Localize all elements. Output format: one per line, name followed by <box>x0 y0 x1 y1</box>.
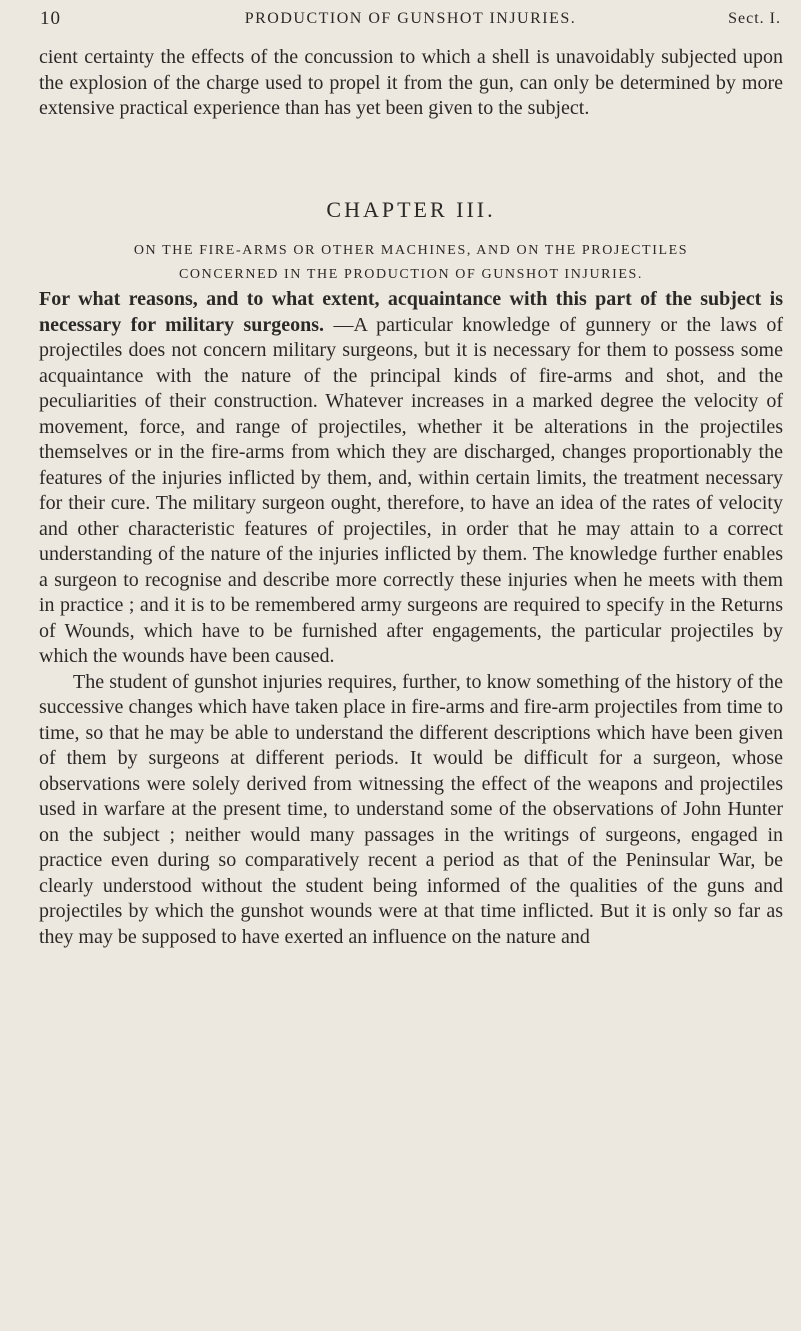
chapter-heading: CHAPTER III. <box>326 197 496 222</box>
paragraph-1 <box>39 287 783 670</box>
continuation-paragraph: cient certainty the effects of the concussion to which a shell is unavoidably subjected upon the explosion of the charge used to propel it from the gun, can only be determined by more extensive practical experience than has yet been given to the subject. <box>39 46 783 119</box>
paragraph-2: The student of gunshot injuries requires, further, to know something of the history of the successive changes which have taken place in fire-arms and fire-arm projectiles from time to time, so that he may be able to understand the different descriptions which have been given of them by surgeons at different periods. It would be difficult for a surgeon, whose observations were solely derived from witnessing the effect of the weapons and projectiles used in warfare at the present time, to understand some of the observations of John Hunter on the subject ; neither would many passages in the writings of surgeons, engaged in practice even during so comparatively recent a period as that of the Peninsular War, be clearly understood without the student being informed of the qualities of the guns and projectiles by which the gunshot wounds were at that time inflicted. But it is only so far as they may be supposed to have exerted an influence on the nature and <box>39 670 783 948</box>
page-number: 10 <box>40 8 61 29</box>
paragraph-1-text: —A particular knowledge of gunnery or the laws of projectiles does not concern military surgeons, but it is necessary for them to possess some acquaintance with the nature of the principal kinds of fire-arms and shot, and the peculiarities of their construction. Whatever increases in a marked degree the velocity of movement, force, and range of projectiles, whether it be alterations in the projectiles themselves or in the fire-arms from which they are discharged, changes proportionably the features of the injuries inflicted by them, and, within certain limits, the treatment necessary for their cure. The military surgeon ought, therefore, to have an idea of the rates of velocity and other characteristic features of projectiles, in order that he may attain to a correct understanding of the nature of the injuries inflicted by them. The knowledge further enables a surgeon to recognise and describe more correctly these injuries when he meets with them in practice ; and it is to be remembered army surgeons are required to specify in the Returns of Wounds, which have to be furnished after engagements, the particular projectiles by which the wounds have been caused. <box>39 313 784 667</box>
chapter-body <box>39 287 783 950</box>
chapter-header <box>39 197 783 287</box>
paragraph-1-lead: For what reasons, and to what extent, acquaintance with this part of the subject is necessary for military surgeons. <box>39 288 783 336</box>
chapter-subtitle: ON THE FIRE-ARMS OR OTHER MACHINES, AND ON THE PROJECTILES CONCERNED IN THE PRODUCTION OF GUNSHOT INJURIES. <box>133 243 689 282</box>
running-title: PRODUCTION OF GUNSHOT INJURIES. <box>244 10 577 27</box>
running-head <box>40 8 781 38</box>
section-marker: Sect. I. <box>728 10 781 27</box>
